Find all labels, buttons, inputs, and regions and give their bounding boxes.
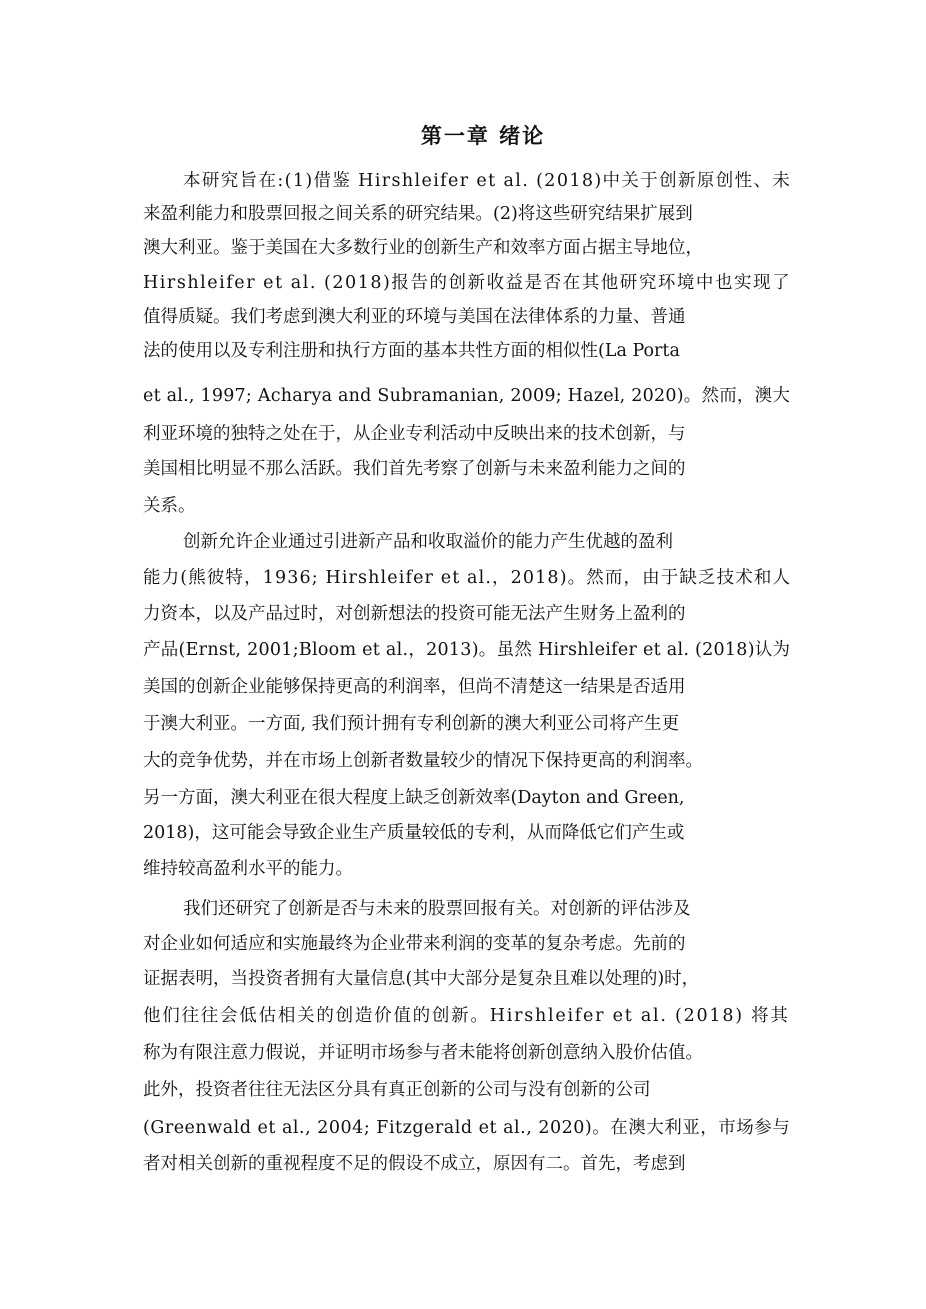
text-line: 我们还研究了创新是否与未来的股票回报有关。对创新的评估涉及: [183, 899, 691, 919]
text-line: 称为有限注意力假说，并证明市场参与者未能将创新创意纳入股价估值。: [143, 1043, 703, 1063]
text-line: Hirshleifer et al. (2018)报告的创新收益是否在其他研究环境中也实现了: [143, 273, 792, 293]
text-line: 美国相比明显不那么活跃。我们首先考察了创新与未来盈利能力之间的: [143, 459, 686, 479]
text-line: 2018)，这可能会导致企业生产质量较低的专利，从而降低它们产生或: [143, 823, 685, 843]
text-line: 产品(Ernst, 2001;Bloom et al.，2013)。虽然 Hirshleifer et al. (2018)认为: [143, 640, 791, 660]
text-line: 他们往往会低估相关的创造价值的创新。Hirshleifer et al. (2018) 将其: [143, 1006, 790, 1026]
text-line: 于澳大利亚。一方面, 我们预计拥有专利创新的澳大利亚公司将产生更: [143, 714, 680, 734]
text-line: 能力(熊彼特，1936; Hirshleifer et al.，2018)。然而，由于缺乏技术和人: [143, 568, 792, 588]
chapter-title: 第一章 绪论: [420, 124, 546, 148]
text-line: 美国的创新企业能够保持更高的利润率，但尚不清楚这一结果是否适用: [143, 677, 686, 697]
text-line: 另一方面，澳大利亚在很大程度上缺乏创新效率(Dayton and Green,: [143, 788, 685, 808]
text-line: 创新允许企业通过引进新产品和收取溢价的能力产生优越的盈利: [183, 532, 673, 552]
text-line: 法的使用以及专利注册和执行方面的基本共性方面的相似性(La Porta: [143, 341, 680, 361]
text-line: 澳大利亚。鉴于美国在大多数行业的创新生产和效率方面占据主导地位，: [143, 238, 703, 258]
text-line: 来盈利能力和股票回报之间关系的研究结果。(2)将这些研究结果扩展到: [143, 204, 693, 224]
text-line: 对企业如何适应和实施最终为企业带来利润的变革的复杂考虑。先前的: [143, 934, 686, 954]
text-line: 关系。: [143, 496, 196, 516]
text-line: et al., 1997; Acharya and Subramanian, 2009; Hazel, 2020)。然而，澳大: [143, 386, 791, 406]
text-line: 大的竞争优势，并在市场上创新者数量较少的情况下保持更高的利润率。: [143, 751, 703, 771]
text-line: 利亚环境的独特之处在于，从企业专利活动中反映出来的技术创新，与: [143, 424, 686, 444]
text-line: 此外，投资者往往无法区分具有真正创新的公司与没有创新的公司: [143, 1080, 651, 1100]
text-line: 证据表明，当投资者拥有大量信息(其中大部分是复杂且难以处理的)时，: [143, 969, 700, 989]
text-line: 值得质疑。我们考虑到澳大利亚的环境与美国在法律体系的力量、普通: [143, 307, 686, 327]
text-line: 力资本，以及产品过时，对创新想法的投资可能无法产生财务上盈利的: [143, 604, 686, 624]
text-line: 本研究旨在:(1)借鉴 Hirshleifer et al. (2018)中关于创新原创性、未: [183, 171, 792, 191]
text-line: 维持较高盈利水平的能力。: [143, 859, 353, 879]
text-line: 者对相关创新的重视程度不足的假设不成立，原因有二。首先，考虑到: [143, 1154, 686, 1174]
text-line: (Greenwald et al., 2004; Fitzgerald et al., 2020)。在澳大利亚，市场参与: [143, 1118, 791, 1138]
